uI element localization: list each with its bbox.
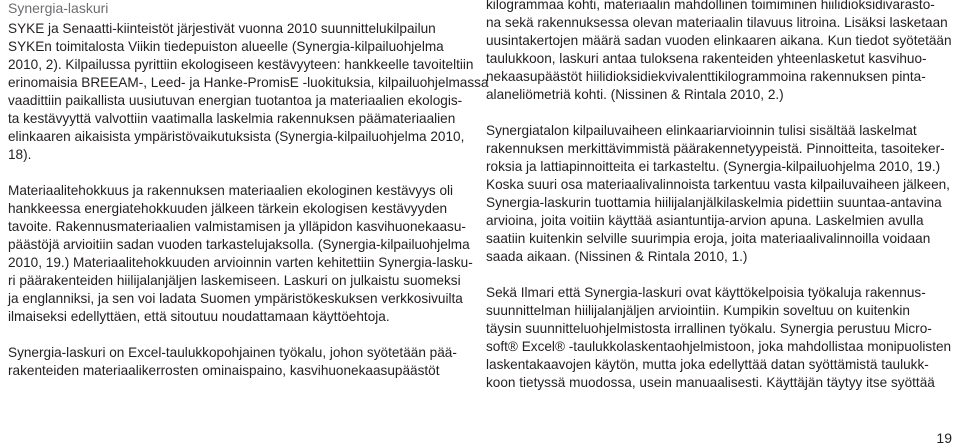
text-line: hankkeessa energiatehokkuuden jälkeen tärkein ekologisen kestävyyden <box>8 201 448 216</box>
text-line: ta kestävyyttä valvottiin vaatimalla laskelmia rakennuksen päämateriaalien <box>8 111 456 126</box>
text-line: arvioina, joita voitiin käyttää asiantuntija-arvion apuna. Laskelmien avulla <box>486 213 924 228</box>
text-line: vaadittiin paikallista uusiutuvan energian tuotantoa ja materiaalien ekologis- <box>8 93 463 108</box>
text-line: uusintakertojen määrä sadan vuoden elinkaaren aikana. Kun tiedot syötetään <box>486 33 952 48</box>
text-line: 2010, 2). Kilpailussa pyrittiin ekologiseen kestävyyteen: hankkeelle tavoiteltiin <box>8 57 474 72</box>
text-line: tavoite. Rakennusmateriaalien valmistamisen ja ylläpidon kasvihuonekaasu- <box>8 219 466 234</box>
text-line: Materiaalitehokkuus ja rakennuksen materiaalien ekologinen kestävyys oli <box>8 183 454 198</box>
text-line: 18). <box>8 147 32 162</box>
text-line: suunnittelman hiilijalanjäljen arviointiin. Kumpikin soveltuu on kuitenkin <box>486 303 910 318</box>
text-line: saada aikaan. (Nissinen & Rintala 2010, 1.) <box>486 249 748 264</box>
text-line: ilmaiseksi edellyttäen, että sitoutuu noudattamaan käyttöehtoja. <box>8 309 390 324</box>
right-column <box>486 0 956 410</box>
text-line: Koska suuri osa materiaalivalinnoista tarkentuu vasta kilpailuvaiheen jälkeen, <box>486 177 950 192</box>
text-line: SYKE ja Senaatti-kiinteistöt järjestivät vuonna 2010 suunnittelukilpailun <box>8 21 436 36</box>
text-line: rakenteiden materiaalikerrosten ominaispaino, kasvihuonekaasupäästöt <box>8 363 440 378</box>
text-line: 2010, 19.) Materiaalitehokkuuden arvioinnin varten kehitettiin Synergia-lasku- <box>8 255 473 270</box>
page-number: 19 <box>936 430 952 446</box>
text-line: Synergiatalon kilpailuvaiheen elinkaariarvioinnin tulisi sisältää laskelmat <box>486 123 917 138</box>
paragraph <box>486 122 956 266</box>
text-line: erinomaisia BREEAM-, Leed- ja Hanke-PromisE -luokituksia, kilpailuohjelmassa <box>8 75 489 90</box>
text-line: SYKEn toimitalosta Viikin tiedepuiston alueelle (Synergia-kilpailuohjelma <box>8 39 444 54</box>
text-line: Synergia-laskuri on Excel-taulukkopohjainen työkalu, johon syötetään pää- <box>8 345 457 360</box>
text-line: alaneliömetriä kohti. (Nissinen & Rintala 2010, 2.) <box>486 87 784 102</box>
paragraph <box>8 20 489 164</box>
paragraph <box>486 0 956 104</box>
text-line: päästöjä arvioitiin sadan vuoden tarkastelujaksolla. (Synergia-kilpailuohjelma <box>8 237 470 252</box>
text-line: soft® Excel® -taulukkolaskentaohjelmistoon, joka mahdollistaa monipuolisten <box>486 339 952 354</box>
section-title: Synergia-laskuri <box>8 0 109 16</box>
text-line: koon tietyssä muodossa, usein manuaalisesti. Käyttäjän täytyy itse syöttää <box>486 375 935 390</box>
text-line: taulukkoon, laskuri antaa tuloksena rakenteiden yhteenlasketut kasvihuo- <box>486 51 927 66</box>
text-line: na sekä rakennuksessa olevan materiaalin tilavuus litroina. Lisäksi lasketaan <box>486 15 948 30</box>
text-line: saatiin kuitenkin selville suurimpia eroja, joita materiaalivalinnoilla voidaan <box>486 231 931 246</box>
text-line: rakennuksen merkittävimmistä päärakennetyypeistä. Pinnoitteita, tasoiteker- <box>486 141 945 156</box>
text-line: ja englanniksi, ja sen voi ladata Suomen ympäristökeskuksen verkkosivuilta <box>8 291 463 306</box>
text-line: nekaasupäästöt hiilidioksidiekvivalenttikilogrammoina rakennuksen pinta- <box>486 69 926 84</box>
text-line: täysin suunnitteluohjelmistosta irrallinen työkalu. Synergia perustuu Micro- <box>486 321 932 336</box>
text-line: elinkaaren aikaisista ympäristövaikutuksista (Synergia-kilpailuohjelma 2010, <box>8 129 465 144</box>
paragraph <box>8 182 473 326</box>
paragraph <box>486 284 956 392</box>
text-line: laskentakaavojen käytön, mutta joka edellyttää datan syöttämistä taulukk- <box>486 357 929 372</box>
paragraph <box>8 344 463 380</box>
text-line: ri päärakenteiden hiilijalanjäljen laskemiseen. Laskuri on julkaistu suomeksi <box>8 273 461 288</box>
left-column <box>8 20 489 398</box>
text-line: kilogrammaa kohti, materiaalin mahdollinen toimiminen hiilidioksidivarasto- <box>486 0 935 12</box>
text-line: Synergia-laskurin tuottamia hiilijalanjälkilaskelmia pidettiin suuntaa-antavina <box>486 195 942 210</box>
text-line: roksia ja lattiapinnoitteita ei tarkasteltu. (Synergia-kilpailuohjelma 2010, 19.) <box>486 159 941 174</box>
text-line: Sekä Ilmari että Synergia-laskuri ovat käyttökelpoisia työkaluja rakennus- <box>486 285 926 300</box>
